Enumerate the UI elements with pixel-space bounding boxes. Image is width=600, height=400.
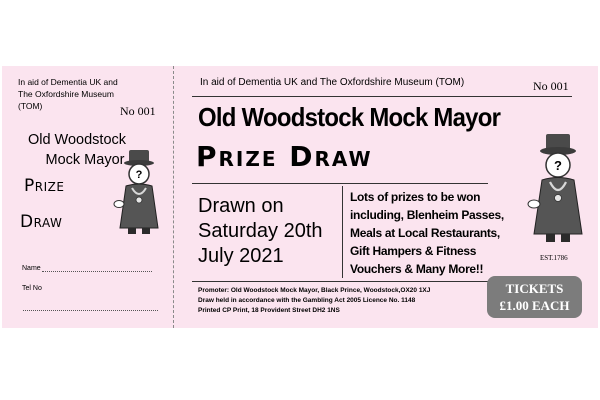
tickets-price-badge [487,276,582,318]
prizes-line: including, Blenheim Passes, [350,208,504,222]
stub-aid-line: The Oxfordshire Museum [18,89,114,99]
raffle-ticket [2,66,598,328]
stub-prize-label: Prize [24,176,65,196]
svg-text:?: ? [135,169,143,181]
prizes-description [350,188,515,278]
draw-date-line: July 2021 [198,245,284,267]
licence-text: Draw held in accordance with the Gambling Act 2005 Licence No. 1148 [198,297,416,304]
prizes-line: Vouchers & Many More!! [350,262,484,276]
prizes-line: Meals at Local Restaurants, [350,226,500,240]
mock-mayor-mascot-icon [110,148,166,236]
draw-date-line: Drawn on [198,195,284,217]
stub-name-field[interactable] [22,263,152,272]
tickets-label: TICKETS [505,281,564,296]
tickets-price: £1.00 EACH [499,298,570,313]
main-aid-text: In aid of Dementia UK and The Oxfordshire Museum (TOM) [200,77,465,88]
promoter-text: Promoter: Old Woodstock Mock Mayor, Black Prince, Woodstock,OX20 1XJ [198,287,431,294]
stub-aid-line: (TOM) [18,101,43,111]
column-divider [342,186,343,278]
main-prize-draw: Prize Draw [196,140,373,173]
stub-title-line: Old Woodstock [27,132,127,148]
stub-aid-line: In aid of Dementia UK and [18,77,118,87]
main-title: Old Woodstock Mock Mayor [198,102,501,132]
stub-tel-field[interactable] [22,285,42,292]
legal-footer [198,286,488,316]
printer-text: Printed CP Print, 18 Provident Street DH2 1NS [198,307,340,314]
svg-text:?: ? [554,158,562,173]
stub-extra-line[interactable] [23,302,158,311]
stub-extra-field[interactable] [22,302,158,311]
top-rule [192,96,572,97]
stub-title-line: Mock Mayor [45,152,125,168]
title-rule [192,183,488,184]
perforation-line [173,66,174,328]
stub-name-line[interactable] [42,263,152,272]
prizes-line: Gift Hampers & Fitness [350,244,477,258]
stub-ticket-number: No 001 [120,104,156,118]
stub-tel-label: Tel No [22,285,42,292]
draw-date [198,194,323,269]
main-ticket-number: No 001 [533,79,569,93]
prizes-line: Lots of prizes to be won [350,190,481,204]
footer-rule [192,281,488,282]
draw-date-line: Saturday 20th [198,220,323,242]
stub-draw-label: Draw [20,212,63,232]
mock-mayor-mascot-icon [526,132,588,244]
est-label: EST.1786 [540,254,568,262]
stub-name-label: Name [22,265,41,272]
